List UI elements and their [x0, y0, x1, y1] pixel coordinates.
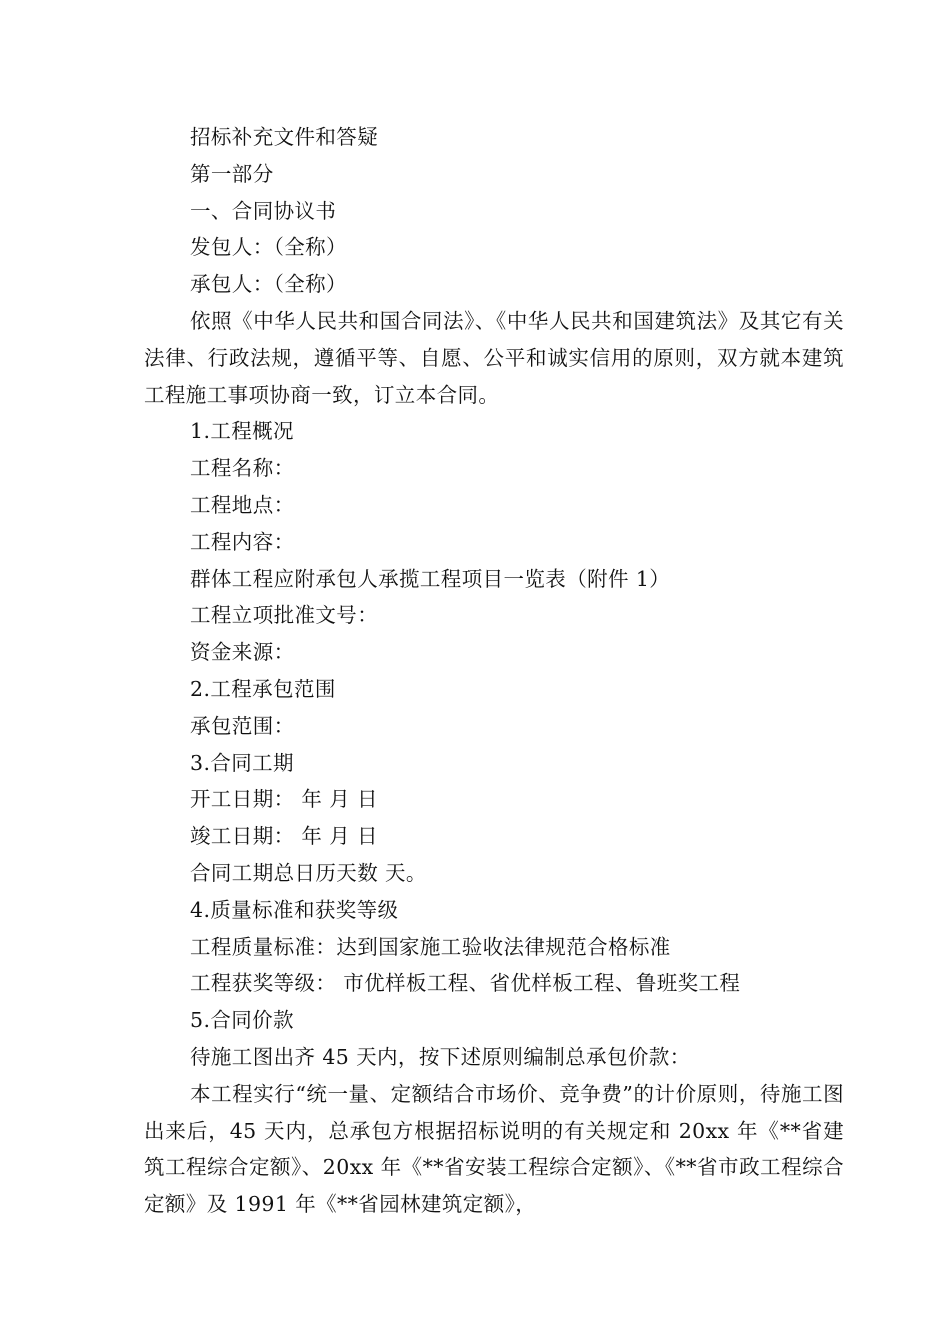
total-days-line: 合同工期总日历天数 天。 — [190, 860, 427, 885]
award-level-line: 工程获奖等级： 市优样板工程、省优样板工程、鲁班奖工程 — [190, 971, 741, 996]
quality-standard-line: 工程质量标准：达到国家施工验收法律规范合格标准 — [190, 934, 671, 959]
start-date-line: 开工日期： 年 月 日 — [190, 787, 378, 812]
price-timing-line: 待施工图出齐 45 天内，按下述原则编制总承包价款： — [190, 1044, 691, 1069]
project-content-line: 工程内容： — [190, 529, 295, 554]
completion-date-line: 竣工日期： 年 月 日 — [190, 824, 378, 849]
section-heading: 一、合同协议书 — [190, 198, 337, 223]
part-heading: 第一部分 — [190, 161, 274, 186]
employer-line: 发包人：（全称） — [190, 235, 347, 260]
project-location-line: 工程地点： — [190, 492, 295, 517]
funding-source-line: 资金来源： — [190, 640, 295, 665]
document-title: 招标补充文件和答疑 — [190, 125, 379, 149]
preamble-paragraph: 依照《中华人民共和国合同法》、《中华人民共和国建筑法》及其它有关法律、行政法规，遵循平等、自愿、公平和诚实信用的原则，双方就本建筑工程施工事项协商一致，订立本合同。 — [144, 308, 844, 407]
clause-heading-1: 1.工程概况 — [190, 419, 294, 444]
clause-heading-2: 2.工程承包范围 — [190, 676, 336, 701]
clause-heading-5: 5.合同价款 — [190, 1008, 294, 1033]
document-body — [144, 119, 844, 1223]
pricing-principle-paragraph: 本工程实行“统一量、定额结合市场价、竞争费”的计价原则，待施工图出来后，45 天内，总承包方根据招标说明的有关规定和 20xx 年《**省建筑工程综合定额》、20xx 年《**省安装工程综合定额》、《**省市政工程综合定额》及 1991 年《**省园林建筑定额》， — [144, 1081, 844, 1217]
clause-heading-4: 4.质量标准和获奖等级 — [190, 897, 399, 922]
group-project-note: 群体工程应附承包人承揽工程项目一览表（附件 1） — [190, 566, 671, 591]
clause-heading-3: 3.合同工期 — [190, 750, 294, 775]
project-name-line: 工程名称： — [190, 456, 295, 481]
contractor-line: 承包人：（全称） — [190, 272, 347, 297]
scope-line: 承包范围： — [190, 713, 295, 738]
approval-number-line: 工程立项批准文号： — [190, 603, 379, 628]
